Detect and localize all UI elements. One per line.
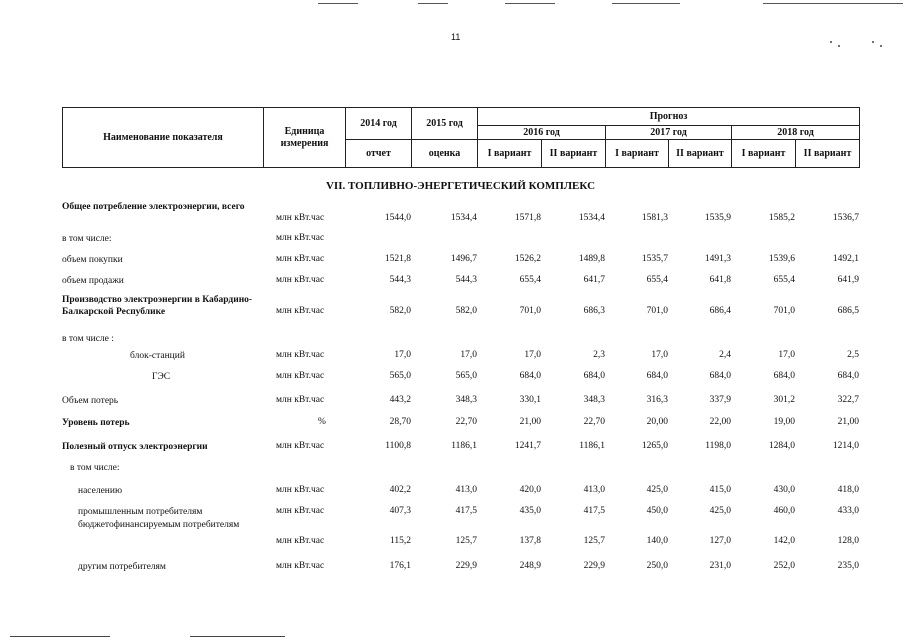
row-value: 686,4 bbox=[709, 306, 731, 316]
row-value: 641,9 bbox=[837, 275, 859, 285]
row-value: 17,0 bbox=[460, 350, 477, 360]
row-value: 337,9 bbox=[709, 395, 731, 405]
row-value: 1535,7 bbox=[641, 254, 668, 264]
row-unit: млн кВт.час bbox=[276, 350, 325, 360]
row-value: 17,0 bbox=[524, 350, 541, 360]
header-var1: I вариант bbox=[606, 140, 669, 168]
row-value: 330,1 bbox=[519, 395, 541, 405]
row-unit: млн кВт.час bbox=[276, 395, 325, 405]
row-value: 20,00 bbox=[646, 417, 668, 427]
scan-line bbox=[505, 3, 555, 4]
row-value: 1534,4 bbox=[578, 213, 605, 223]
row-unit: млн кВт.час bbox=[276, 561, 325, 571]
row-value: 1496,7 bbox=[450, 254, 477, 264]
row-value: 17,0 bbox=[651, 350, 668, 360]
row-value: 415,0 bbox=[709, 485, 731, 495]
row-value: 565,0 bbox=[389, 371, 411, 381]
row-value: 21,00 bbox=[519, 417, 541, 427]
row-value: 125,7 bbox=[455, 536, 477, 546]
row-value: 544,3 bbox=[455, 275, 477, 285]
header-2014: 2014 год bbox=[346, 108, 412, 140]
row-value: 417,5 bbox=[583, 506, 605, 516]
row-value: 22,00 bbox=[709, 417, 731, 427]
scan-line bbox=[10, 636, 110, 637]
row-value: 565,0 bbox=[455, 371, 477, 381]
row-value: 1526,2 bbox=[514, 254, 541, 264]
row-value: 1539,6 bbox=[768, 254, 795, 264]
row-name: Уровень потерь bbox=[62, 418, 130, 428]
row-value: 582,0 bbox=[389, 306, 411, 316]
row-value: 2,5 bbox=[847, 350, 859, 360]
row-name: промышленным потребителям bbox=[78, 507, 203, 517]
row-unit: млн кВт.час bbox=[276, 233, 325, 243]
row-unit: млн кВт.час bbox=[276, 306, 325, 316]
header-var1: I вариант bbox=[732, 140, 796, 168]
row-value: 125,7 bbox=[583, 536, 605, 546]
row-value: 1534,4 bbox=[450, 213, 477, 223]
header-2015: 2015 год bbox=[412, 108, 478, 140]
row-value: 115,2 bbox=[389, 536, 411, 546]
header-forecast: Прогноз bbox=[478, 108, 860, 126]
row-value: 250,0 bbox=[646, 561, 668, 571]
header-2017: 2017 год bbox=[606, 126, 732, 140]
row-value: 231,0 bbox=[709, 561, 731, 571]
header-var2: II вариант bbox=[669, 140, 732, 168]
row-value: 176,1 bbox=[389, 561, 411, 571]
row-name: Общее потребление электроэнергии, всего bbox=[62, 202, 245, 212]
row-value: 127,0 bbox=[709, 536, 731, 546]
row-value: 582,0 bbox=[455, 306, 477, 316]
row-value: 301,2 bbox=[773, 395, 795, 405]
header-report: отчет bbox=[346, 140, 412, 168]
row-value: 140,0 bbox=[646, 536, 668, 546]
row-value: 1535,9 bbox=[704, 213, 731, 223]
row-value: 655,4 bbox=[646, 275, 668, 285]
row-value: 686,5 bbox=[837, 306, 859, 316]
scan-line bbox=[318, 3, 358, 4]
row-value: 21,00 bbox=[837, 417, 859, 427]
row-value: 348,3 bbox=[583, 395, 605, 405]
row-value: 450,0 bbox=[646, 506, 668, 516]
row-value: 684,0 bbox=[837, 371, 859, 381]
row-value: 425,0 bbox=[646, 485, 668, 495]
row-value: 433,0 bbox=[837, 506, 859, 516]
row-value: 430,0 bbox=[773, 485, 795, 495]
row-value: 1581,3 bbox=[641, 213, 668, 223]
row-value: 1544,0 bbox=[384, 213, 411, 223]
row-value: 348,3 bbox=[455, 395, 477, 405]
row-unit: млн кВт.час bbox=[276, 441, 325, 451]
scan-line bbox=[612, 3, 680, 4]
row-name: населению bbox=[78, 486, 123, 496]
row-value: 407,3 bbox=[389, 506, 411, 516]
row-value: 641,8 bbox=[709, 275, 731, 285]
row-value: 413,0 bbox=[455, 485, 477, 495]
row-value: 684,0 bbox=[773, 371, 795, 381]
row-value: 22,70 bbox=[583, 417, 605, 427]
row-value: 137,8 bbox=[519, 536, 541, 546]
row-value: 413,0 bbox=[583, 485, 605, 495]
row-value: 684,0 bbox=[709, 371, 731, 381]
row-value: 2,3 bbox=[593, 350, 605, 360]
row-value: 1186,1 bbox=[579, 441, 605, 451]
row-value: 641,7 bbox=[583, 275, 605, 285]
row-value: 19,00 bbox=[773, 417, 795, 427]
row-name: в том числе : bbox=[62, 334, 114, 344]
row-value: 420,0 bbox=[519, 485, 541, 495]
row-value: 1492,1 bbox=[832, 254, 859, 264]
row-value: 684,0 bbox=[646, 371, 668, 381]
row-name: другим потребителям bbox=[78, 562, 166, 572]
row-value: 252,0 bbox=[773, 561, 795, 571]
row-name: в том числе: bbox=[70, 463, 120, 473]
scan-speck bbox=[880, 45, 882, 47]
row-value: 443,2 bbox=[389, 395, 411, 405]
row-name: бюджетофинансируемым потребителям bbox=[78, 520, 240, 530]
row-value: 1214,0 bbox=[832, 441, 859, 451]
row-value: 1521,8 bbox=[384, 254, 411, 264]
section-title: VII. ТОПЛИВНО-ЭНЕРГЕТИЧЕСКИЙ КОМПЛЕКС bbox=[325, 180, 596, 192]
row-value: 1491,3 bbox=[704, 254, 731, 264]
row-value: 655,4 bbox=[773, 275, 795, 285]
row-unit: млн кВт.час bbox=[276, 371, 325, 381]
row-name: Производство электроэнергии в Кабардино-Балкарской Республике bbox=[62, 295, 253, 317]
row-value: 435,0 bbox=[519, 506, 541, 516]
row-name: ГЭС bbox=[152, 372, 171, 382]
row-value: 28,70 bbox=[389, 417, 411, 427]
row-value: 316,3 bbox=[646, 395, 668, 405]
row-unit: млн кВт.час bbox=[276, 506, 325, 516]
row-name: Полезный отпуск электроэнергии bbox=[62, 442, 208, 452]
scan-line bbox=[190, 636, 285, 637]
row-value: 701,0 bbox=[519, 306, 541, 316]
row-value: 22,70 bbox=[455, 417, 477, 427]
row-value: 1284,0 bbox=[768, 441, 795, 451]
page-number: 11 bbox=[451, 32, 461, 42]
row-value: 425,0 bbox=[709, 506, 731, 516]
row-unit: млн кВт.час bbox=[276, 536, 325, 546]
scan-speck bbox=[838, 45, 840, 47]
row-name: Объем потерь bbox=[62, 396, 119, 406]
row-value: 1571,8 bbox=[514, 213, 541, 223]
row-value: 17,0 bbox=[394, 350, 411, 360]
scan-line bbox=[763, 3, 903, 4]
row-name: в том числе: bbox=[62, 234, 112, 244]
row-value: 418,0 bbox=[837, 485, 859, 495]
row-unit: млн кВт.час bbox=[276, 254, 325, 264]
row-value: 1198,0 bbox=[705, 441, 731, 451]
header-var1: I вариант bbox=[478, 140, 542, 168]
header-estimate: оценка bbox=[412, 140, 478, 168]
row-value: 17,0 bbox=[778, 350, 795, 360]
row-value: 684,0 bbox=[519, 371, 541, 381]
header-var2: II вариант bbox=[796, 140, 860, 168]
row-value: 1186,1 bbox=[451, 441, 477, 451]
row-value: 1241,7 bbox=[514, 441, 541, 451]
row-value: 128,0 bbox=[837, 536, 859, 546]
row-value: 460,0 bbox=[773, 506, 795, 516]
scan-speck bbox=[830, 41, 832, 43]
row-value: 229,9 bbox=[583, 561, 605, 571]
row-value: 402,2 bbox=[389, 485, 411, 495]
row-value: 1100,8 bbox=[385, 441, 411, 451]
header-unit: Единица измерения bbox=[264, 108, 346, 168]
row-value: 248,9 bbox=[519, 561, 541, 571]
row-value: 322,7 bbox=[837, 395, 859, 405]
header-2016: 2016 год bbox=[478, 126, 606, 140]
scan-line bbox=[418, 3, 448, 4]
row-name: объем продажи bbox=[62, 276, 124, 286]
row-value: 142,0 bbox=[773, 536, 795, 546]
row-value: 1585,2 bbox=[768, 213, 795, 223]
header-var2: II вариант bbox=[542, 140, 606, 168]
table-header bbox=[62, 107, 860, 168]
row-value: 701,0 bbox=[773, 306, 795, 316]
row-value: 1536,7 bbox=[832, 213, 859, 223]
row-value: 544,3 bbox=[389, 275, 411, 285]
row-unit: млн кВт.час bbox=[276, 275, 325, 285]
row-name: блок-станций bbox=[130, 351, 185, 361]
row-value: 1265,0 bbox=[641, 441, 668, 451]
row-value: 2,4 bbox=[719, 350, 731, 360]
row-value: 701,0 bbox=[646, 306, 668, 316]
row-value: 417,5 bbox=[455, 506, 477, 516]
row-name: объем покупки bbox=[62, 255, 123, 265]
header-name: Наименование показателя bbox=[63, 108, 264, 168]
row-unit: % bbox=[318, 417, 326, 427]
row-unit: млн кВт.час bbox=[276, 485, 325, 495]
row-value: 686,3 bbox=[583, 306, 605, 316]
row-value: 1489,8 bbox=[578, 254, 605, 264]
row-value: 684,0 bbox=[583, 371, 605, 381]
header-2018: 2018 год bbox=[732, 126, 860, 140]
row-value: 235,0 bbox=[837, 561, 859, 571]
row-value: 655,4 bbox=[519, 275, 541, 285]
row-unit: млн кВт.час bbox=[276, 213, 325, 223]
scan-speck bbox=[872, 41, 874, 43]
row-value: 229,9 bbox=[455, 561, 477, 571]
